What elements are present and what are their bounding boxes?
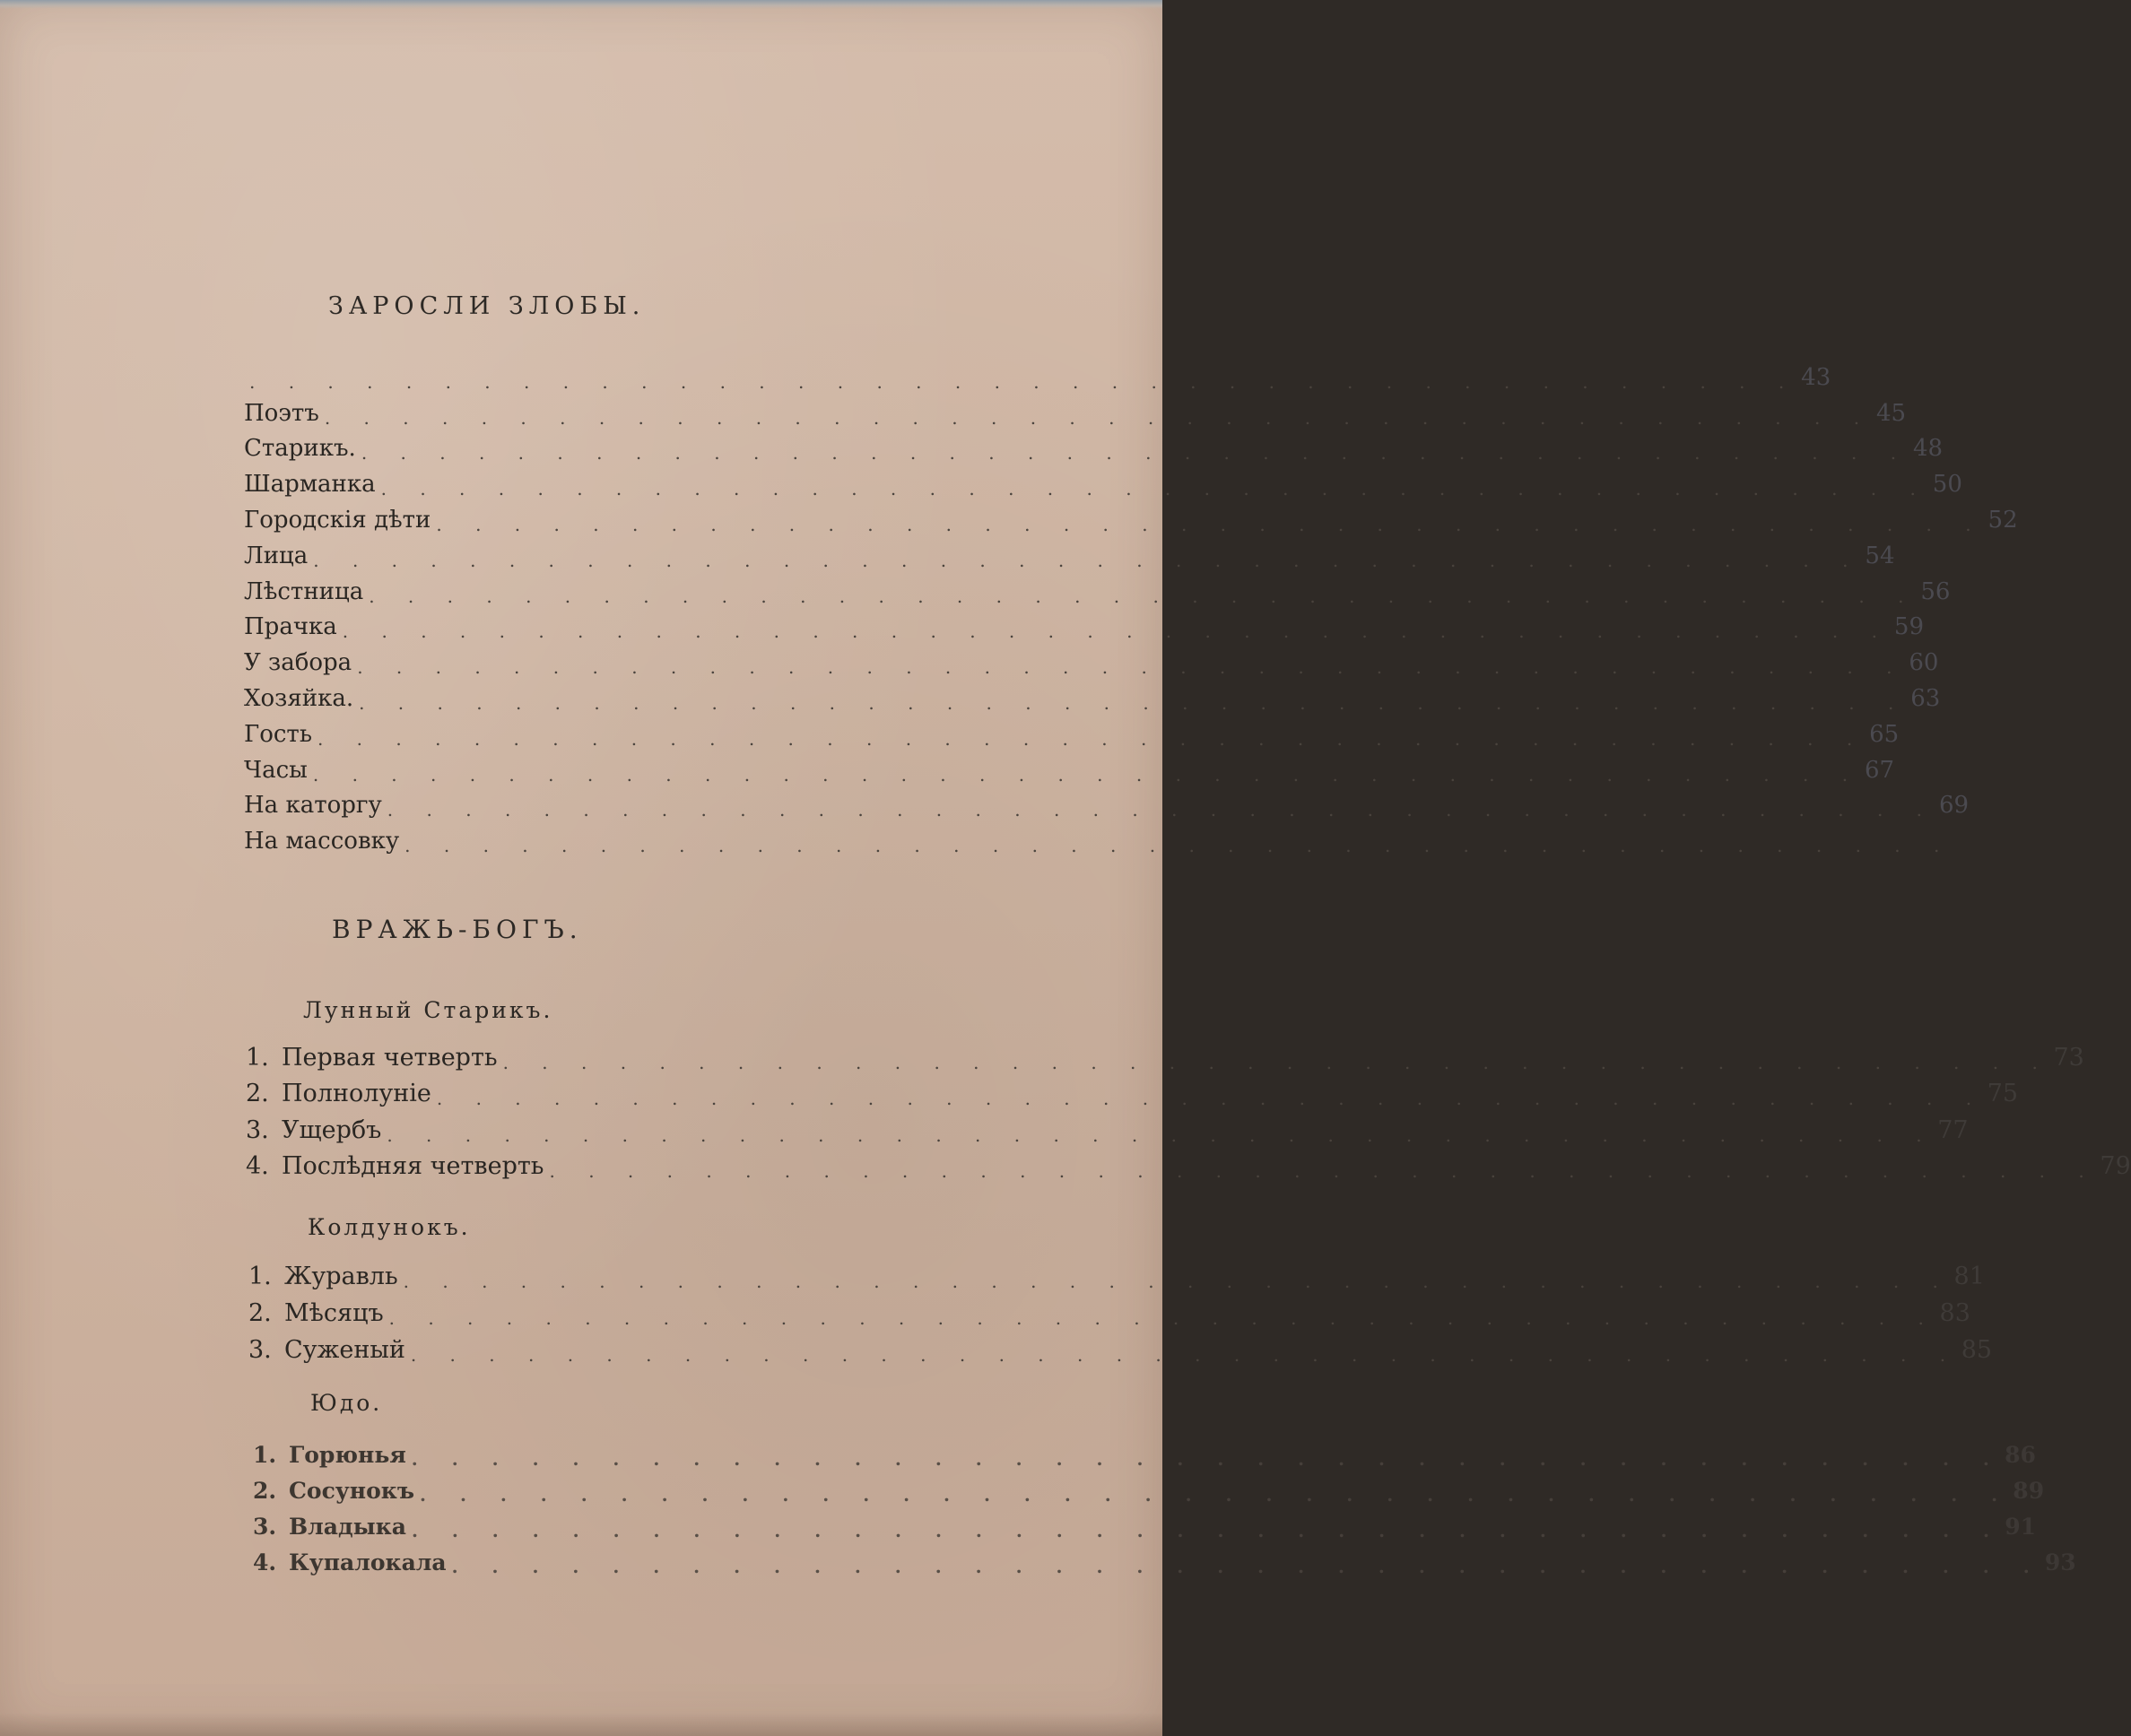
- page-bottom-shadow: [0, 1713, 1162, 1736]
- toc-entry-page: 67: [1865, 756, 1895, 784]
- toc-entry-number: 2.: [253, 1478, 277, 1504]
- toc-entry-number: 2.: [248, 1299, 272, 1327]
- toc-entry-page: 73: [2053, 1043, 2084, 1072]
- toc-entry-title: Сосунокъ: [289, 1478, 415, 1504]
- toc-entry-page: 91: [2005, 1514, 2037, 1540]
- toc-entry: [248, 1254, 1985, 1292]
- dot-leader: . . . . . . . . . . . . . . . . . . . . . . . . . . . . . . . . . . . . . . . .: [359, 691, 1894, 714]
- toc-entry: [253, 1504, 2037, 1541]
- dot-leader: . . . . . . . . . . . . . . . . . . . . . . . . . . . . . . . . . . . . . . . .: [549, 1160, 2084, 1182]
- subsection-title-lunnyi-starik: Лунный Старикъ.: [303, 997, 553, 1023]
- toc-entry-title: Журавль: [284, 1263, 398, 1290]
- toc-entry-number: 3.: [246, 1115, 269, 1144]
- toc-entry-title: Старикъ.: [244, 435, 356, 463]
- toc-entry: [248, 1327, 1993, 1366]
- toc-entry-title: Прачка: [244, 613, 337, 641]
- toc-entry: [244, 748, 1895, 786]
- toc-entry: [244, 569, 1951, 607]
- dot-leader: . . . . . . . . . . . . . . . . . . . . . . . . . . . . . . . . . . . . . . . .: [342, 621, 1878, 643]
- toc-entry: [244, 498, 2018, 535]
- toc-entry: [244, 605, 1925, 643]
- toc-entry: [244, 640, 1939, 679]
- toc-entry: [244, 462, 1962, 500]
- toc-entry-number: 2.: [246, 1080, 269, 1107]
- toc-list-yudo: [253, 1432, 2076, 1577]
- toc-entry-title: Гость: [244, 720, 312, 748]
- toc-entry-page: 50: [1932, 471, 1962, 499]
- dot-leader: . . . . . . . . . . . . . . . . . . . . . . . . . . . . . . . . . . . . . . . .: [313, 549, 1848, 571]
- dot-leader: . . . . . . . . . . . . . . . . . . . . . . . . . . . . . . . . . . . . . . . .: [361, 442, 1897, 464]
- toc-entry: [246, 1035, 2084, 1073]
- section-title-vrazh-bog: ВРАЖЬ-БОГЪ.: [332, 915, 583, 944]
- toc-entry-title: Часы: [244, 756, 308, 784]
- toc-entry-title: Хозяйка.: [244, 684, 354, 712]
- page-top-edge: [0, 0, 1162, 9]
- toc-entry-title: Мѣсяцъ: [284, 1299, 384, 1327]
- toc-list-koldunok: [248, 1254, 1993, 1366]
- dot-leader: . . . . . . . . . . . . . . . . . . . . . . . . . . . . . . . . . . . . . . . .: [369, 585, 1904, 607]
- toc-entry-title: Лица: [244, 542, 309, 569]
- toc-list-lunnyi-starik: [246, 1035, 2131, 1182]
- toc-entry-page: 45: [1875, 399, 1907, 427]
- toc-entry-page: 65: [1869, 720, 1900, 748]
- toc-entry-page: 43: [1801, 363, 1831, 391]
- toc-entry-page: 93: [2044, 1549, 2076, 1575]
- toc-entry: [246, 1072, 2019, 1109]
- dot-leader: . . . . . . . . . . . . . . . . . . . . . . . . . . . . . . . . . . . . . . . .: [387, 1124, 1922, 1146]
- toc-entry: [244, 784, 1970, 821]
- toc-entry-page: 83: [1939, 1299, 1970, 1327]
- subsection-title-yudo: Юдо.: [310, 1390, 383, 1416]
- dot-leader: . . . . . . . . . . . . . . . . . . . . . . . . . . . . . . . . . . . . . . . .: [420, 1484, 1998, 1506]
- toc-entry-title: Владыка: [289, 1514, 406, 1540]
- dot-leader: . . . . . . . . . . . . . . . . . . . . . . . . . . . . . . . . . . . . . . . .: [357, 656, 1892, 679]
- dot-leader: . . . . . . . . . . . . . . . . . . . . . . . . . . . . . . . . . . . . . . . .: [317, 727, 1853, 750]
- toc-entry-title: Купалокала: [289, 1549, 447, 1575]
- dot-leader: . . . . . . . . . . . . . . . . . . . . . . . . . . . . . . . . . . . . . . . .: [324, 406, 1860, 429]
- toc-entry-number: 3.: [248, 1336, 272, 1364]
- dot-leader: . . . . . . . . . . . . . . . . . . . . . . . . . . . . . . . . . . . . . . . .: [411, 1520, 1990, 1541]
- toc-entry: [244, 676, 1941, 714]
- toc-entry: [244, 534, 1895, 571]
- toc-entry-page: 54: [1865, 542, 1895, 569]
- toc-entry-title: На каторгу: [244, 792, 382, 820]
- toc-entry-page: 81: [1953, 1263, 1985, 1290]
- dot-leader: . . . . . . . . . . . . . . . . . . . . . . . . . . . . . . . . . . . . . . . .: [411, 1448, 1989, 1470]
- dot-leader: . . . . . . . . . . . . . . . . . . . . . . . . . . . . . . . . . . . . . . . .: [404, 835, 1940, 857]
- toc-entry-page: 69: [1938, 792, 1970, 820]
- toc-entry-page: 60: [1909, 649, 1939, 677]
- dot-leader: . . . . . . . . . . . . . . . . . . . . . . . . . . . . . . . . . . . . . . . .: [249, 370, 1785, 393]
- toc-entry-page: 85: [1961, 1336, 1993, 1364]
- toc-entry: [253, 1540, 2076, 1577]
- toc-entry: [246, 1107, 1969, 1146]
- section-title-zarosli-zloby: ЗАРОСЛИ ЗЛОБЫ.: [328, 292, 646, 320]
- toc-entry-page: 48: [1912, 435, 1944, 463]
- toc-entry: [248, 1290, 1970, 1329]
- toc-entry: [246, 1144, 2131, 1182]
- dot-leader: . . . . . . . . . . . . . . . . . . . . . . . . . . . . . . . . . . . . . . . .: [312, 763, 1848, 786]
- toc-entry: [244, 355, 1831, 393]
- toc-entry: [244, 427, 1944, 464]
- toc-entry-number: 1.: [248, 1263, 272, 1290]
- toc-entry-title: Городскія дѣти: [244, 506, 431, 534]
- dot-leader: . . . . . . . . . . . . . . . . . . . . . . . . . . . . . . . . . . . . . . . .: [436, 513, 1971, 535]
- dot-leader: . . . . . . . . . . . . . . . . . . . . . . . . . . . . . . . . . . . . . . . .: [403, 1271, 1938, 1292]
- toc-entry-title: Поэтъ: [244, 399, 319, 427]
- toc-entry: [244, 391, 1907, 429]
- toc-entry-page: 89: [2013, 1478, 2045, 1504]
- dot-leader: . . . . . . . . . . . . . . . . . . . . . . . . . . . . . . . . . . . . . . . .: [502, 1051, 2038, 1073]
- toc-entry-title: Горюнья: [289, 1442, 406, 1468]
- toc-entry-page: 56: [1920, 577, 1951, 605]
- toc-entry-title: Ущербъ: [282, 1115, 382, 1144]
- toc-entry-page: 63: [1910, 684, 1941, 712]
- toc-entry: [244, 712, 1900, 750]
- toc-entry-number: 4.: [253, 1549, 277, 1575]
- toc-entry-title: Полнолуніе: [282, 1080, 431, 1107]
- toc-entry-number: 1.: [253, 1442, 277, 1468]
- subsection-title-koldunok: Колдунокъ.: [308, 1214, 471, 1240]
- toc-entry-page: 77: [1937, 1115, 1969, 1144]
- toc-list-zarosli-zloby: [244, 355, 2018, 857]
- toc-entry-title: Послѣдняя четверть: [282, 1152, 544, 1180]
- toc-entry-title: Лѣстница: [244, 577, 364, 605]
- toc-entry-title: Шарманка: [244, 471, 376, 499]
- dot-leader: . . . . . . . . . . . . . . . . . . . . . . . . . . . . . . . . . . . . . . . .: [410, 1344, 1946, 1366]
- toc-entry-title: На массовку: [244, 828, 400, 855]
- toc-entry: [253, 1468, 2045, 1506]
- toc-entry-page: 79: [2100, 1152, 2131, 1180]
- dot-leader: . . . . . . . . . . . . . . . . . . . . . . . . . . . . . . . . . . . . . . . .: [451, 1556, 2030, 1577]
- toc-entry: [244, 819, 1940, 857]
- toc-entry-page: 75: [1987, 1080, 2019, 1107]
- dot-leader: . . . . . . . . . . . . . . . . . . . . . . . . . . . . . . . . . . . . . . . .: [380, 478, 1916, 500]
- toc-entry-number: 4.: [246, 1152, 269, 1180]
- toc-entry-title: Суженый: [284, 1336, 405, 1364]
- toc-entry: [253, 1432, 2036, 1470]
- toc-entry-title: У забора: [244, 649, 352, 677]
- toc-entry-page: 59: [1893, 613, 1925, 641]
- dot-leader: . . . . . . . . . . . . . . . . . . . . . . . . . . . . . . . . . . . . . . . .: [387, 799, 1923, 821]
- toc-entry-title: Первая четверть: [282, 1043, 498, 1072]
- toc-entry-page: 52: [1987, 506, 2018, 534]
- toc-entry-number: 3.: [253, 1514, 277, 1540]
- toc-entry-number: 1.: [246, 1043, 269, 1072]
- dot-leader: . . . . . . . . . . . . . . . . . . . . . . . . . . . . . . . . . . . . . . . .: [388, 1307, 1924, 1329]
- dot-leader: . . . . . . . . . . . . . . . . . . . . . . . . . . . . . . . . . . . . . . . .: [436, 1088, 1972, 1109]
- toc-entry-page: 86: [2005, 1442, 2036, 1468]
